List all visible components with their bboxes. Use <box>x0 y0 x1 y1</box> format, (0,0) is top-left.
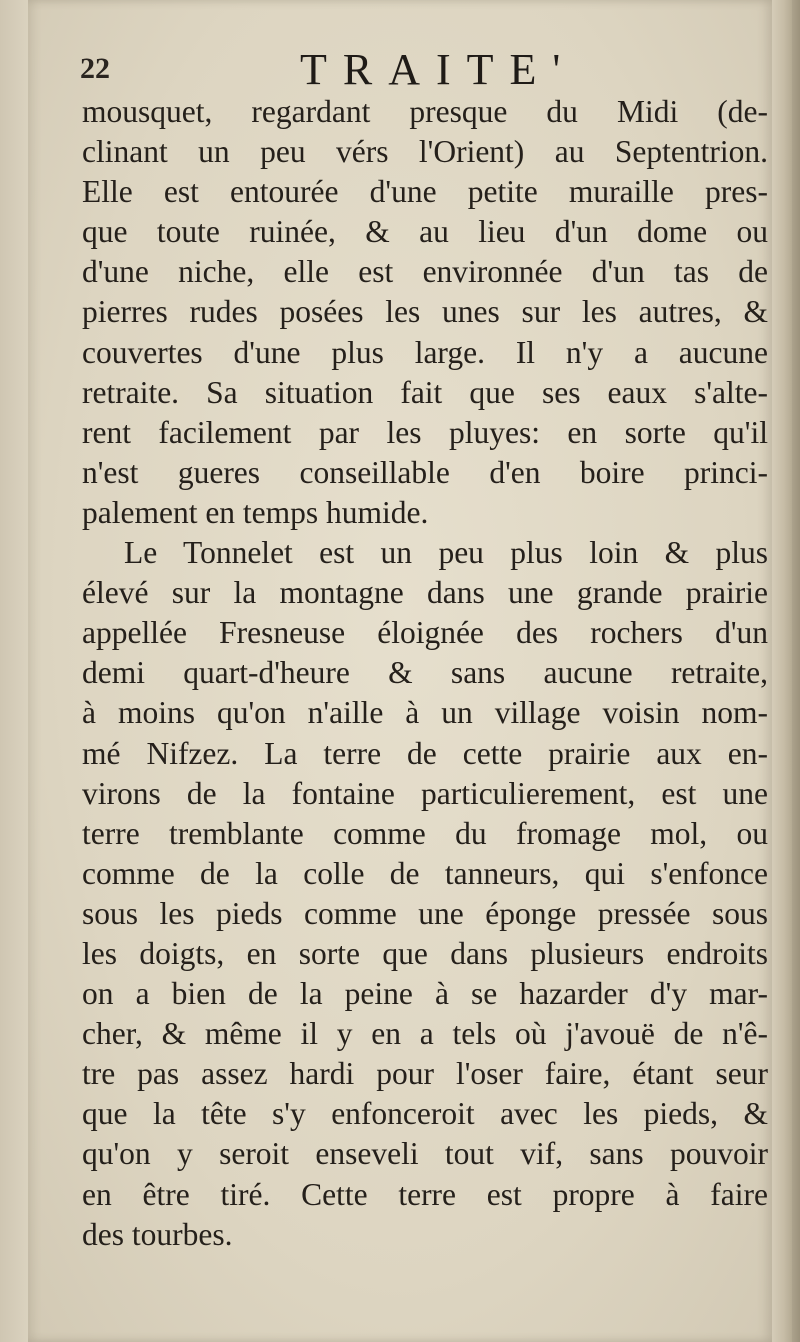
paragraph-1 <box>82 92 772 533</box>
text-line: en être tiré. Cette terre est propre à faire <box>82 1176 768 1212</box>
text-line: retraite. Sa situation fait que ses eaux s'alte- <box>82 374 768 410</box>
text-line: que la tête s'y enfonceroit avec les pieds, & <box>82 1096 768 1132</box>
text-line: élevé sur la montagne dans une grande prairie <box>82 575 768 611</box>
text-line: d'une niche, elle est environnée d'un tas de <box>82 254 768 290</box>
text-line: on a bien de la peine à se hazarder d'y mar- <box>82 976 768 1012</box>
text-line: couvertes d'une plus large. Il n'y a aucune <box>82 334 768 370</box>
text-line: virons de la fontaine particulierement, est une <box>82 775 768 811</box>
text-line: terre tremblante comme du fromage mol, ou <box>82 815 768 851</box>
text-line: Elle est entourée d'une petite muraille pres- <box>82 174 768 210</box>
page-header <box>80 40 720 96</box>
text-line: que toute ruinée, & au lieu d'un dome ou <box>82 214 768 250</box>
page-number: 22 <box>80 52 110 85</box>
text-line: Le Tonnelet est un peu plus loin & plus <box>124 535 768 571</box>
body-text <box>82 92 772 1255</box>
text-line: rent facilement par les pluyes: en sorte qu'il <box>82 414 768 450</box>
text-line: demi quart-d'heure & sans aucune retraite, <box>82 655 768 691</box>
text-line: appellée Fresneuse éloignée des rochers d'un <box>82 615 768 651</box>
text-line: palement en temps humide. <box>82 494 429 530</box>
text-line: comme de la colle de tanneurs, qui s'enfonce <box>82 855 768 891</box>
text-line: à moins qu'on n'aille à un village voisin nom- <box>82 695 768 731</box>
running-head: TRAITE' <box>300 45 577 94</box>
text-line: mé Nifzez. La terre de cette prairie aux en- <box>82 735 768 771</box>
text-line: pierres rudes posées les unes sur les autres, & <box>82 294 768 330</box>
text-line: cher, & même il y en a tels où j'avouë de n'ê- <box>82 1016 768 1052</box>
text-line: mousquet, regardant presque du Midi (de- <box>82 94 768 129</box>
text-line: n'est gueres conseillable d'en boire princi- <box>82 454 768 490</box>
text-line: tre pas assez hardi pour l'oser faire, étant seur <box>82 1056 768 1092</box>
text-line: les doigts, en sorte que dans plusieurs endroits <box>82 935 768 971</box>
text-line: clinant un peu vérs l'Orient) au Septentrion. <box>82 134 768 170</box>
text-line: qu'on y seroit enseveli tout vif, sans pouvoir <box>82 1136 768 1172</box>
text-line: sous les pieds comme une éponge pressée sous <box>82 895 768 931</box>
text-line: des tourbes. <box>82 1216 233 1252</box>
page-edge <box>772 0 792 1342</box>
paragraph-2 <box>82 533 772 1255</box>
